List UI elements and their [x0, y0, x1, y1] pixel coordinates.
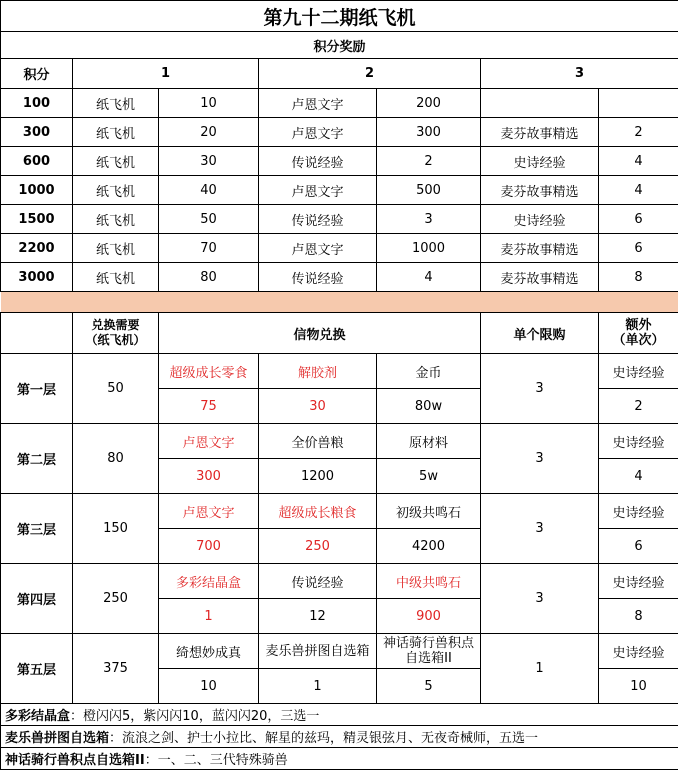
reward-item: 麦芬故事精选	[481, 234, 599, 263]
reward-item: 纸飞机	[73, 89, 159, 118]
reward-qty: 3	[377, 205, 481, 234]
exchange-item-qty: 75	[159, 389, 259, 424]
reward-points: 3000	[1, 263, 73, 292]
reward-row	[1, 89, 678, 118]
extra-item: 史诗经验	[599, 634, 678, 669]
reward-points: 600	[1, 147, 73, 176]
note-cell	[1, 726, 678, 748]
exchange-item-qty: 1	[259, 669, 377, 704]
exchange-header	[1, 313, 678, 354]
reward-item: 纸飞机	[73, 205, 159, 234]
reward-qty: 2	[599, 118, 678, 147]
layer-need: 80	[73, 424, 159, 494]
layer-need: 50	[73, 354, 159, 424]
note-row	[1, 704, 678, 726]
reward-qty: 4	[599, 176, 678, 205]
note-row	[1, 748, 678, 770]
extra-qty: 2	[599, 389, 678, 424]
layer-limit: 3	[481, 424, 599, 494]
reward-points: 100	[1, 89, 73, 118]
reward-qty: 80	[159, 263, 259, 292]
exchange-item-name: 原材料	[377, 424, 481, 459]
layer-name: 第四层	[1, 564, 73, 634]
header-extra: 额外 （单次）	[599, 313, 678, 354]
exchange-item-qty: 30	[259, 389, 377, 424]
exchange-item-name: 麦乐兽拼图自选箱	[259, 634, 377, 669]
reward-item: 卢恩文字	[259, 234, 377, 263]
exchange-item-qty: 900	[377, 599, 481, 634]
exchange-item-name: 绮想妙成真	[159, 634, 259, 669]
exchange-item-name: 中级共鸣石	[377, 564, 481, 599]
reward-row	[1, 118, 678, 147]
reward-qty: 50	[159, 205, 259, 234]
header-items: 信物兑换	[159, 313, 481, 354]
reward-qty: 1000	[377, 234, 481, 263]
exchange-item-name: 超级成长粮食	[259, 494, 377, 529]
note-cell	[1, 704, 678, 726]
exchange-item-qty: 300	[159, 459, 259, 494]
layer-name: 第一层	[1, 354, 73, 424]
reward-qty: 10	[159, 89, 259, 118]
exchange-item-name: 全价兽粮	[259, 424, 377, 459]
note-text: ：橙闪闪5，紫闪闪10，蓝闪闪20，三选一	[70, 709, 319, 724]
exchange-item-qty: 80w	[377, 389, 481, 424]
exchange-item-qty: 700	[159, 529, 259, 564]
reward-qty: 70	[159, 234, 259, 263]
reward-item	[481, 89, 599, 118]
header-tier-3: 3	[481, 59, 678, 89]
layer-row	[1, 494, 678, 529]
reward-item: 卢恩文字	[259, 118, 377, 147]
layer-name: 第二层	[1, 424, 73, 494]
extra-item: 史诗经验	[599, 354, 678, 389]
reward-qty: 200	[377, 89, 481, 118]
extra-qty: 8	[599, 599, 678, 634]
reward-item: 纸飞机	[73, 176, 159, 205]
reward-item: 麦芬故事精选	[481, 118, 599, 147]
separator-band	[1, 292, 678, 313]
note-text: ：一、二、三代特殊骑兽	[145, 753, 288, 768]
page-title: 第九十二期纸飞机	[1, 1, 678, 32]
exchange-item-qty: 250	[259, 529, 377, 564]
reward-row	[1, 147, 678, 176]
layer-row	[1, 354, 678, 389]
reward-points: 300	[1, 118, 73, 147]
reward-points: 2200	[1, 234, 73, 263]
reward-item: 传说经验	[259, 147, 377, 176]
extra-item: 史诗经验	[599, 424, 678, 459]
layer-name: 第三层	[1, 494, 73, 564]
reward-qty: 40	[159, 176, 259, 205]
reward-item: 传说经验	[259, 263, 377, 292]
reward-item: 传说经验	[259, 205, 377, 234]
reward-qty: 8	[599, 263, 678, 292]
note-row	[1, 726, 678, 748]
exchange-item-name: 卢恩文字	[159, 424, 259, 459]
header-blank	[1, 313, 73, 354]
note-label: 神话骑行兽积点自选箱II	[5, 753, 145, 768]
extra-item: 史诗经验	[599, 494, 678, 529]
exchange-item-name: 神话骑行兽积点自选箱II	[377, 634, 481, 669]
reward-qty: 2	[377, 147, 481, 176]
reward-item: 麦芬故事精选	[481, 176, 599, 205]
reward-row	[1, 234, 678, 263]
reward-qty: 30	[159, 147, 259, 176]
reward-item: 纸飞机	[73, 234, 159, 263]
reward-qty: 4	[599, 147, 678, 176]
reward-qty: 500	[377, 176, 481, 205]
note-cell	[1, 748, 678, 770]
exchange-item-name: 超级成长零食	[159, 354, 259, 389]
reward-item: 纸飞机	[73, 263, 159, 292]
layer-limit: 1	[481, 634, 599, 704]
reward-qty: 6	[599, 205, 678, 234]
reward-item: 纸飞机	[73, 118, 159, 147]
reward-row	[1, 263, 678, 292]
reward-item: 史诗经验	[481, 147, 599, 176]
exchange-item-qty: 5w	[377, 459, 481, 494]
exchange-item-name: 初级共鸣石	[377, 494, 481, 529]
layer-limit: 3	[481, 494, 599, 564]
exchange-item-qty: 5	[377, 669, 481, 704]
reward-qty: 4	[377, 263, 481, 292]
note-label: 麦乐兽拼图自选箱	[5, 731, 109, 746]
reward-item: 纸飞机	[73, 147, 159, 176]
reward-row	[1, 205, 678, 234]
extra-qty: 6	[599, 529, 678, 564]
extra-qty: 4	[599, 459, 678, 494]
note-text: ：流浪之剑、护士小拉比、解星的兹玛，精灵银弦月、无夜奇械师，五选一	[109, 731, 538, 746]
exchange-item-qty: 4200	[377, 529, 481, 564]
section-separator	[1, 292, 678, 313]
layer-need: 375	[73, 634, 159, 704]
exchange-item-name: 传说经验	[259, 564, 377, 599]
layer-limit: 3	[481, 354, 599, 424]
exchange-item-name: 卢恩文字	[159, 494, 259, 529]
reward-qty: 6	[599, 234, 678, 263]
extra-item: 史诗经验	[599, 564, 678, 599]
layer-row	[1, 634, 678, 669]
layer-need: 150	[73, 494, 159, 564]
exchange-item-name: 金币	[377, 354, 481, 389]
exchange-item-qty: 12	[259, 599, 377, 634]
header-tier-2: 2	[259, 59, 481, 89]
reward-row	[1, 176, 678, 205]
layer-name: 第五层	[1, 634, 73, 704]
header-need: 兑换需要 （纸飞机）	[73, 313, 159, 354]
note-label: 多彩结晶盒	[5, 709, 70, 724]
layer-need: 250	[73, 564, 159, 634]
reward-item: 卢恩文字	[259, 176, 377, 205]
reward-item: 麦芬故事精选	[481, 263, 599, 292]
reward-qty: 20	[159, 118, 259, 147]
reward-item: 史诗经验	[481, 205, 599, 234]
reward-points: 1500	[1, 205, 73, 234]
exchange-item-qty: 1	[159, 599, 259, 634]
header-points: 积分	[1, 59, 73, 89]
reward-qty: 300	[377, 118, 481, 147]
reward-qty	[599, 89, 678, 118]
exchange-item-qty: 1200	[259, 459, 377, 494]
header-limit: 单个限购	[481, 313, 599, 354]
exchange-item-qty: 10	[159, 669, 259, 704]
reward-points: 1000	[1, 176, 73, 205]
header-tier-1: 1	[73, 59, 259, 89]
layer-row	[1, 564, 678, 599]
layer-row	[1, 424, 678, 459]
extra-qty: 10	[599, 669, 678, 704]
exchange-item-name: 多彩结晶盒	[159, 564, 259, 599]
reward-item: 卢恩文字	[259, 89, 377, 118]
layer-limit: 3	[481, 564, 599, 634]
exchange-item-name: 解胶剂	[259, 354, 377, 389]
rewards-subtitle: 积分奖励	[1, 32, 678, 59]
